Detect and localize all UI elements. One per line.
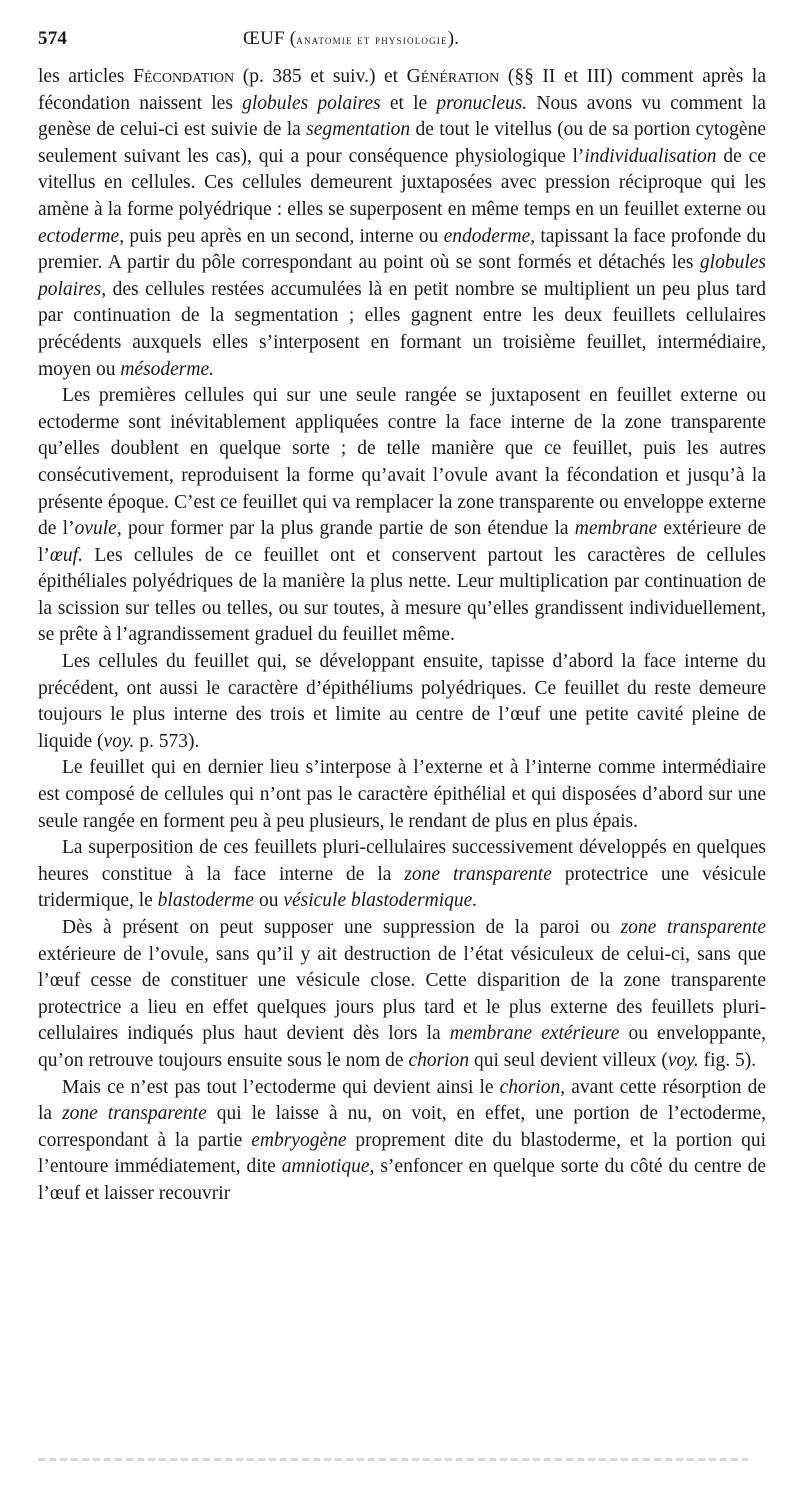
paragraph	[38, 649, 766, 755]
italic-text: voy.	[667, 1049, 699, 1071]
text-run: Les cellules de ce feuillet ont et conservent partout les caractères de cellules épithéliales polyédriques de la manière la plus nette. Leur multiplication par continuation de la scission sur telles ou telles, ou sur toutes, à mesure qu’elles grandissent individuellement, se prête à l’agrandissement graduel du feuillet même.	[38, 544, 766, 646]
text-run: puis peu après en un second, interne ou	[124, 225, 444, 247]
italic-text: voy.	[103, 730, 135, 752]
italic-text: membrane	[574, 518, 658, 540]
smallcaps-text: Fécondation	[133, 66, 235, 87]
italic-text: globules polaires	[242, 92, 381, 114]
running-title-smallcaps: anatomie et physiologie	[296, 32, 448, 47]
paragraph	[38, 64, 766, 383]
text-run: protectrice une vésicule tridermique, le	[38, 863, 766, 912]
italic-text: amniotique,	[281, 1156, 375, 1178]
text-run: ou enveloppante, qu’on retrouve toujours ensuite sous le nom de	[38, 1023, 766, 1071]
footer-rule	[38, 1458, 748, 1461]
italic-text: ectoderme,	[38, 225, 125, 247]
text-run: Le feuillet qui en dernier lieu s’interpose à l’externe et à l’interne comme intermédiaire est composé de cellules qui n’ont pas le caractère épithélial et qui disposées d’abord sur une seule rangée en forment peu à peu plusieurs, le rendant de plus en plus épais.	[38, 757, 766, 832]
text-run: pour former par la plus grande partie de son étendue la	[121, 518, 575, 540]
paragraph	[38, 755, 766, 835]
text-run: extérieure de l’ovule, sans qu’il y ait destruction de l’état vésiculeux de celui-ci, sans que l’œuf cesse de constituer une vésicule close. Cette disparition de la zone transparente protectrice a lieu en effet quelques jours plus tard et le plus externe des feuillets pluri-cellulaires indiqués plus haut devient dès lors la	[38, 943, 766, 1045]
italic-text: individualisation	[584, 145, 717, 167]
italic-text: globules polaires,	[38, 252, 766, 300]
italic-text: ovule,	[74, 518, 122, 540]
text-run: Dès à présent on peut supposer une suppression de la paroi ou	[62, 917, 621, 938]
body-text	[38, 64, 766, 1208]
text-run: Nous avons vu comment la genèse de celui-ci est suivie de la	[38, 92, 766, 141]
italic-text: zone transparente	[620, 917, 766, 938]
text-run: de tout le vitellus (ou de sa portion cytogène seulement suivant les cas), qui a pour conséquence physiologique l’	[38, 119, 766, 167]
paragraph	[38, 1075, 766, 1208]
running-title-main: ŒUF (	[243, 28, 297, 49]
italic-text: chorion	[408, 1049, 470, 1071]
text-run: Les cellules du feuillet qui, se développant ensuite, tapisse d’abord la face interne du précédent, ont aussi le caractère d’épithéliums polyédriques. Ce feuillet du reste demeure toujours le plus interne des trois et limite au centre de l’œuf une petite cavité pleine de liquide (	[38, 651, 766, 752]
italic-text: vésicule blastodermique.	[283, 890, 478, 912]
paragraph	[38, 383, 766, 649]
text-run: s’enfoncer en quelque sorte du côté du centre de l’œuf et laisser recouvrir	[38, 1156, 766, 1204]
italic-text: segmentation	[306, 119, 411, 141]
text-run: fig. 5).	[698, 1049, 757, 1071]
paragraph	[38, 835, 766, 915]
italic-text: œuf.	[49, 544, 83, 566]
text-run: La superposition de ces feuillets pluri-cellulaires successivement développés en quelques heures constitue à la face interne de la	[38, 837, 766, 885]
text-run: Les premières cellules qui sur une seule rangée se juxtaposent en feuillet externe ou ectoderme sont inévitablement appliquées contre la face interne de la zone transparente qu’elles doublent en quelque sorte ; de telle manière que ce feuillet, puis les autres consécutivement, reproduisent la forme qu’avait l’ovule avant la fécondation et jusqu’à la présente époque. C’est ce feuillet qui va remplacer la zone transparente ou enveloppe externe de l’	[38, 385, 766, 540]
italic-text: chorion,	[499, 1076, 566, 1098]
text-run: qui le laisse à nu, on voit, en effet, une portion de l’ectoderme, correspondant à la partie	[38, 1103, 767, 1151]
running-title	[243, 28, 459, 50]
text-run: Mais ce n’est pas tout l’ectoderme qui devient ainsi le	[62, 1076, 500, 1098]
italic-text: membrane extérieure	[449, 1023, 620, 1045]
smallcaps-text: Génération	[406, 66, 500, 87]
text-run: de ce vitellus en cellules. Ces cellules demeurent juxtaposées avec pression réciproque qui les amène à la forme polyédrique : elles se superposent en même temps en un feuillet externe ou	[38, 145, 766, 220]
running-title-end: ).	[447, 28, 460, 49]
italic-text: zone transparente	[404, 863, 552, 885]
text-run: (p. 385 et suiv.) et	[234, 66, 407, 87]
text-run: des cellules restées accumulées là en petit nombre se multiplient un peu plus tard par continuation de la segmentation ; elles gagnent entre les deux feuillets cellulaires précédents auxquels elles s’interposent en formant un troisième feuillet, intermédiaire, moyen ou	[38, 278, 766, 380]
text-run: et le	[380, 92, 437, 114]
text-run: p. 573).	[134, 730, 200, 752]
italic-text: endoderme,	[443, 225, 536, 247]
italic-text: zone transparente	[62, 1103, 207, 1125]
italic-text: pronucleus.	[436, 92, 528, 114]
text-run: proprement dite du blastoderme, et la portion qui l’entoure immédiatement, dite	[38, 1129, 766, 1178]
text-run: avant cette résorption de la	[38, 1076, 766, 1125]
italic-text: blastoderme	[157, 890, 255, 912]
page-number: 574	[38, 28, 68, 49]
italic-text: mésoderme.	[120, 358, 215, 380]
text-run: (§§ II et III) comment après la fécondation naissent les	[38, 66, 767, 114]
document-page	[38, 28, 766, 1208]
text-run: tapissant la face profonde du premier. A partir du pôle correspondant au point où se sont formés et détachés les	[38, 225, 766, 274]
italic-text: embryogène	[251, 1129, 347, 1151]
text-run: les articles	[38, 66, 134, 87]
text-run: extérieure de l’	[38, 518, 767, 566]
text-run: qui seul devient villeux (	[469, 1049, 668, 1071]
text-run: ou	[254, 890, 284, 912]
paragraph	[38, 915, 766, 1075]
page-header	[38, 28, 766, 58]
